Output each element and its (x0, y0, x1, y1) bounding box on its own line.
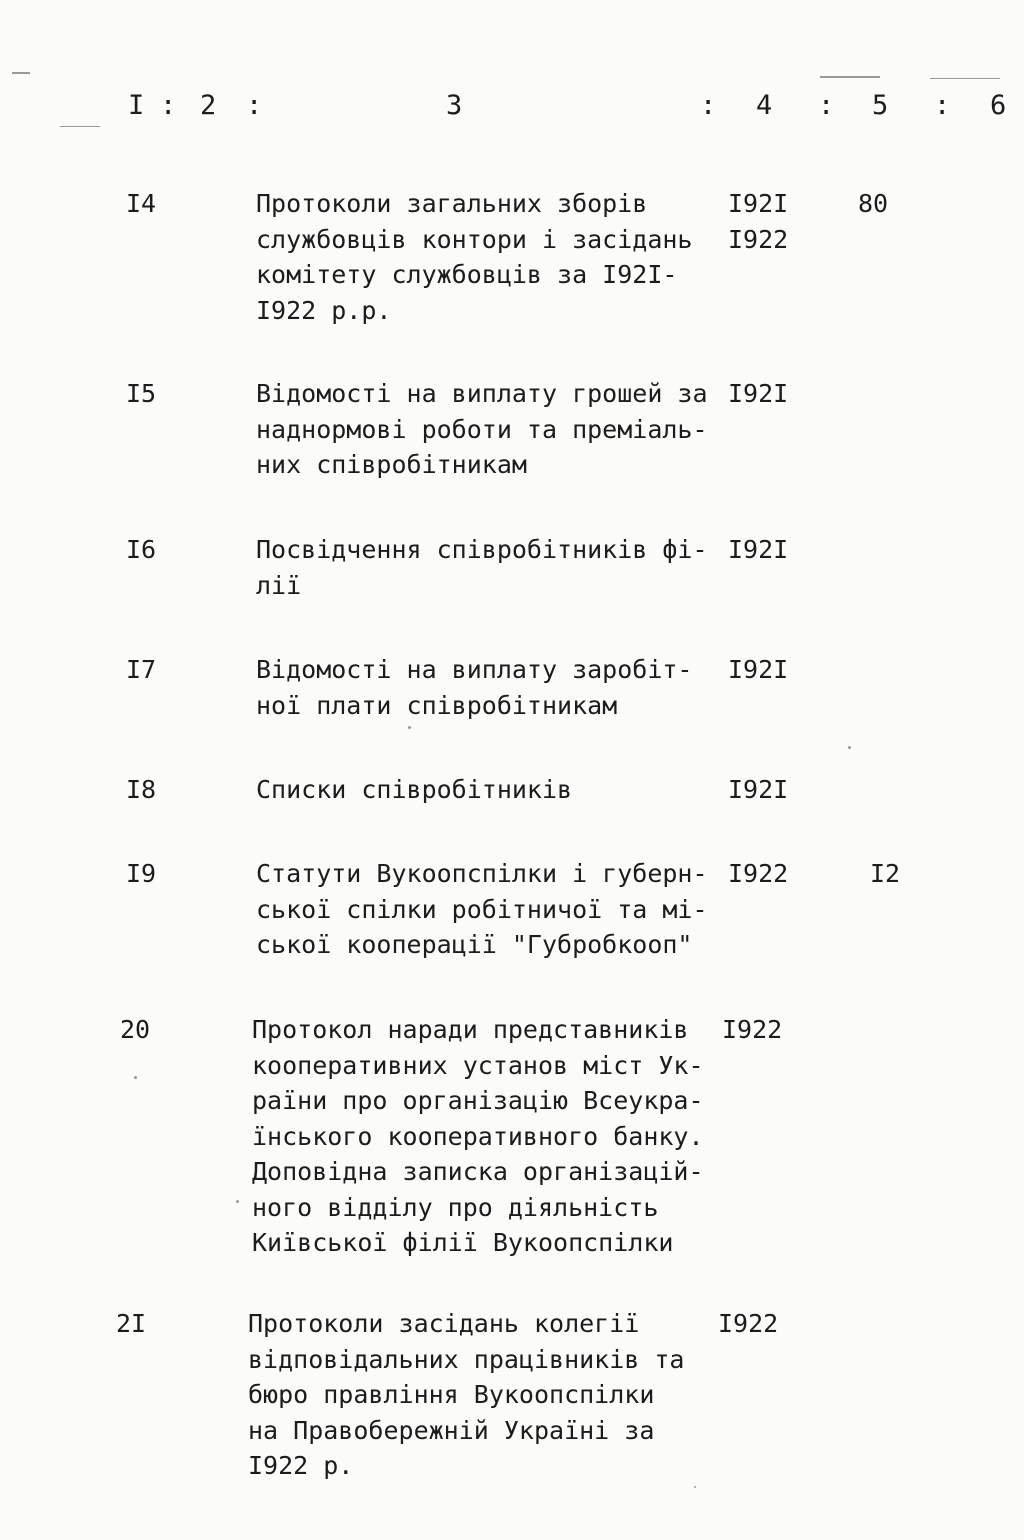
header-separator: : (700, 90, 717, 121)
scan-noise (236, 1200, 239, 1203)
item-number: 20 (120, 1015, 151, 1044)
item-years: I92I (728, 379, 789, 408)
item-title: Протоколи загальних зборів службовців контори і засідань комітету службовців за I92I- I922 р.р. (256, 189, 693, 325)
header-col-4: 4 (756, 90, 773, 121)
item-number: I9 (126, 859, 157, 888)
item-years: I92I I922 (728, 189, 789, 254)
item-years: I92I (728, 655, 789, 684)
scan-noise (694, 1486, 696, 1488)
header-col-2: 2 (200, 90, 217, 121)
scan-noise (408, 726, 411, 729)
item-title: Відомості на виплату грошей за наднормові роботи та преміаль- них співробітникам (256, 379, 708, 479)
scan-noise (12, 72, 30, 74)
item-number: I8 (126, 775, 157, 804)
header-separator: : (246, 90, 263, 121)
item-pages: I2 (870, 859, 901, 888)
item-number: I6 (126, 535, 157, 564)
item-years: I92I (728, 775, 789, 804)
item-years: I922 (718, 1309, 779, 1338)
header-col-6: 6 (990, 90, 1007, 121)
scan-noise (848, 746, 851, 749)
item-number: 2I (116, 1309, 147, 1338)
header-separator: : (934, 90, 951, 121)
item-title: Протокол наради представників кооперативних установ міст Ук- раїни про організацію Всеукра- їнського кооперативного банку. Доповідна записка організацій- ного відділу про діяльність Київської філії Вукоопспілки (252, 1015, 704, 1257)
item-title: Протоколи засідань колегії відповідальних працівників та бюро правління Вукоопспілки на Правобережній Україні за I922 р. (248, 1309, 685, 1480)
item-number: I7 (126, 655, 157, 684)
scan-noise (820, 76, 880, 78)
item-title: Відомості на виплату заробіт- ної плати співробітникам (256, 655, 693, 720)
item-title: Посвідчення співробітників фі- лії (256, 535, 708, 600)
scan-noise (60, 126, 100, 127)
header-col-5: 5 (872, 90, 889, 121)
item-number: I4 (126, 189, 157, 218)
scan-noise (930, 78, 1000, 79)
column-header (0, 90, 1024, 130)
header-separator: : (818, 90, 835, 121)
item-number: I5 (126, 379, 157, 408)
header-col-3: 3 (446, 90, 463, 121)
header-col-1: I (128, 90, 145, 121)
item-years: I922 (728, 859, 789, 888)
header-separator: : (160, 90, 177, 121)
item-pages: 80 (858, 189, 889, 218)
item-title: Списки співробітників (256, 775, 573, 804)
item-title: Статути Вукоопспілки і губерн- ської спілки робітничої та мі- ської кооперації "Губробкооп" (256, 859, 708, 959)
item-years: I922 (722, 1015, 783, 1044)
scan-noise (134, 1076, 137, 1079)
item-years: I92I (728, 535, 789, 564)
